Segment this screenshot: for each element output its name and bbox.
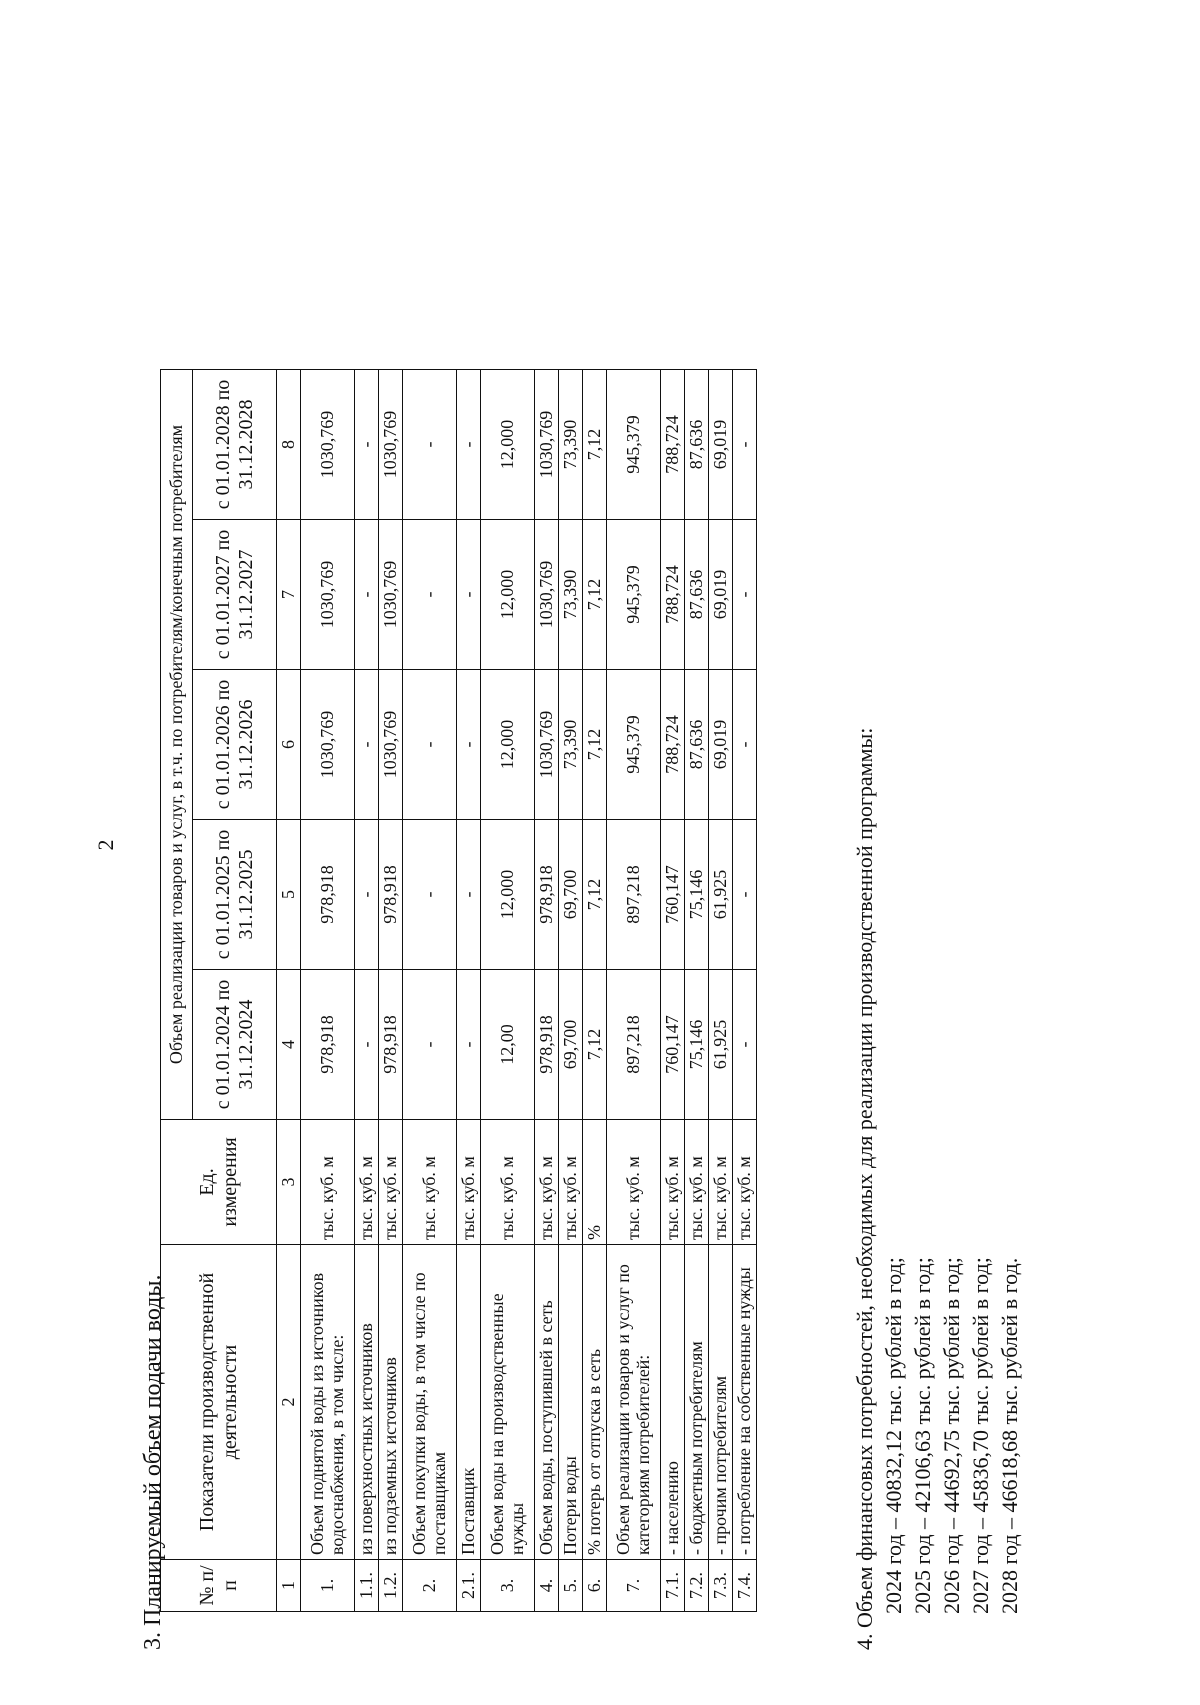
row-value: 12,00	[480, 970, 534, 1120]
row-number: 7.4.	[732, 1560, 756, 1612]
row-unit: тыс. куб. м	[684, 1120, 708, 1245]
table-row	[456, 370, 480, 1612]
page-number: 2	[93, 839, 118, 851]
row-value: 7,12	[582, 520, 606, 670]
table-row	[606, 370, 660, 1612]
row-value: -	[354, 670, 378, 820]
row-value: 75,146	[684, 970, 708, 1120]
row-value: 760,147	[660, 970, 684, 1120]
row-value: 1030,769	[534, 520, 558, 670]
row-number: 2.	[402, 1560, 456, 1612]
row-indicator-name: Объем воды, поступившей в сеть	[534, 1245, 558, 1560]
column-number: 4	[277, 970, 301, 1120]
header-period-2025: с 01.01.2025 по 31.12.2025	[193, 820, 277, 970]
row-value: 760,147	[660, 820, 684, 970]
row-indicator-name: - потребление на собственные нужды	[732, 1245, 756, 1560]
row-value: 87,636	[684, 370, 708, 520]
row-value: -	[354, 370, 378, 520]
table-row	[732, 370, 756, 1612]
row-value: 788,724	[660, 520, 684, 670]
column-number: 5	[277, 820, 301, 970]
row-number: 4.	[534, 1560, 558, 1612]
row-number: 2.1.	[456, 1560, 480, 1612]
row-value: 978,918	[300, 820, 354, 970]
column-number: 7	[277, 520, 301, 670]
row-value: -	[354, 970, 378, 1120]
section-3-title: 3. Планируемый объем подачи воды.	[140, 1274, 166, 1650]
row-number: 5.	[558, 1560, 582, 1612]
header-indicator: Показатели производственной деятельности	[161, 1245, 277, 1560]
row-value: 69,019	[708, 670, 732, 820]
row-value: 12,000	[480, 520, 534, 670]
row-value: 7,12	[582, 970, 606, 1120]
row-value: 978,918	[378, 820, 402, 970]
row-indicator-name: из поверхностных источников	[354, 1245, 378, 1560]
row-unit: тыс. куб. м	[558, 1120, 582, 1245]
row-number: 3.	[480, 1560, 534, 1612]
row-value: 945,379	[606, 520, 660, 670]
header-period-2027: с 01.01.2027 по 31.12.2027	[193, 520, 277, 670]
table-row	[480, 370, 534, 1612]
column-numbering-row	[277, 370, 301, 1612]
row-value: 978,918	[300, 970, 354, 1120]
row-indicator-name: Объем реализации товаров и услуг по категориям потребителей:	[606, 1245, 660, 1560]
finance-line: 2025 год – 42106,63 тыс. рублей в год;	[910, 1257, 936, 1614]
row-value: 1030,769	[300, 670, 354, 820]
row-value: 12,000	[480, 820, 534, 970]
row-value: 7,12	[582, 820, 606, 970]
row-value: -	[456, 820, 480, 970]
row-number: 1.	[300, 1560, 354, 1612]
row-value: -	[732, 970, 756, 1120]
row-value: 1030,769	[378, 520, 402, 670]
row-unit: тыс. куб. м	[606, 1120, 660, 1245]
row-value: -	[354, 820, 378, 970]
row-number: 1.2.	[378, 1560, 402, 1612]
row-value: 1030,769	[378, 670, 402, 820]
row-number: 7.3.	[708, 1560, 732, 1612]
row-number: 7.1.	[660, 1560, 684, 1612]
water-supply-table	[160, 369, 757, 1612]
row-value: 69,700	[558, 820, 582, 970]
row-value: 73,390	[558, 520, 582, 670]
row-unit: тыс. куб. м	[732, 1120, 756, 1245]
row-value: 1030,769	[378, 370, 402, 520]
row-value: 69,019	[708, 520, 732, 670]
row-indicator-name: % потерь от отпуска в сеть	[582, 1245, 606, 1560]
row-value: 61,925	[708, 970, 732, 1120]
row-value: -	[456, 370, 480, 520]
column-number: 1	[277, 1560, 301, 1612]
row-value: 75,146	[684, 820, 708, 970]
row-value: 897,218	[606, 970, 660, 1120]
row-unit: тыс. куб. м	[708, 1120, 732, 1245]
row-unit: тыс. куб. м	[402, 1120, 456, 1245]
table-row	[558, 370, 582, 1612]
header-volume-group: Объем реализации товаров и услуг, в т.ч. по потребителям/конечным потребителям	[161, 370, 193, 1120]
row-value: 978,918	[534, 970, 558, 1120]
row-unit: тыс. куб. м	[480, 1120, 534, 1245]
row-value: -	[456, 520, 480, 670]
table-row	[354, 370, 378, 1612]
row-value: 73,390	[558, 670, 582, 820]
row-value: 1030,769	[300, 370, 354, 520]
row-value: 69,019	[708, 370, 732, 520]
row-value: -	[732, 820, 756, 970]
row-number: 6.	[582, 1560, 606, 1612]
row-value: 69,700	[558, 970, 582, 1120]
row-unit: тыс. куб. м	[378, 1120, 402, 1245]
header-period-2026: с 01.01.2026 по 31.12.2026	[193, 670, 277, 820]
row-value: 61,925	[708, 820, 732, 970]
row-value: 978,918	[378, 970, 402, 1120]
row-value: -	[402, 970, 456, 1120]
row-value: -	[354, 520, 378, 670]
row-value: 7,12	[582, 370, 606, 520]
row-indicator-name: из подземных источников	[378, 1245, 402, 1560]
row-value: -	[402, 820, 456, 970]
row-value: 12,000	[480, 670, 534, 820]
column-number: 3	[277, 1120, 301, 1245]
finance-line: 2028 год – 46618,68 тыс. рублей в год.	[997, 1257, 1023, 1614]
row-value: -	[732, 520, 756, 670]
row-value: 87,636	[684, 670, 708, 820]
finance-line: 2024 год – 40832,12 тыс. рублей в год;	[881, 1257, 907, 1614]
row-indicator-name: Потери воды	[558, 1245, 582, 1560]
row-unit: тыс. куб. м	[300, 1120, 354, 1245]
row-value: 1030,769	[300, 520, 354, 670]
row-value: 87,636	[684, 520, 708, 670]
row-value: 1030,769	[534, 370, 558, 520]
table-row	[582, 370, 606, 1612]
row-indicator-name: Поставщик	[456, 1245, 480, 1560]
row-value: 788,724	[660, 670, 684, 820]
table-row	[684, 370, 708, 1612]
row-value: -	[732, 370, 756, 520]
row-unit: тыс. куб. м	[660, 1120, 684, 1245]
finance-line: 2027 год – 45836,70 тыс. рублей в год;	[968, 1257, 994, 1614]
row-value: 978,918	[534, 820, 558, 970]
row-number: 1.1.	[354, 1560, 378, 1612]
header-no: № п/п	[161, 1560, 277, 1612]
row-value: 788,724	[660, 370, 684, 520]
row-number: 7.2.	[684, 1560, 708, 1612]
row-indicator-name: - прочим потребителям	[708, 1245, 732, 1560]
table-row	[660, 370, 684, 1612]
row-unit: %	[582, 1120, 606, 1245]
row-value: -	[402, 370, 456, 520]
row-indicator-name: Объем воды на производственные нужды	[480, 1245, 534, 1560]
row-indicator-name: - населению	[660, 1245, 684, 1560]
row-value: -	[402, 520, 456, 670]
row-value: 945,379	[606, 670, 660, 820]
row-value: -	[402, 670, 456, 820]
section-4-title: 4. Объем финансовых потребностей, необходимых для реализации производственной программы:	[852, 727, 877, 1650]
table-row	[378, 370, 402, 1612]
header-unit: Ед. измерения	[161, 1120, 277, 1245]
column-number: 8	[277, 370, 301, 520]
row-value: -	[456, 670, 480, 820]
row-value: 1030,769	[534, 670, 558, 820]
row-value: 12,000	[480, 370, 534, 520]
table-row	[534, 370, 558, 1612]
finance-line: 2026 год – 44692,75 тыс. рублей в год;	[939, 1257, 965, 1614]
row-indicator-name: Объем покупки воды, в том числе по поставщикам	[402, 1245, 456, 1560]
column-number: 6	[277, 670, 301, 820]
rotated-document-sheet	[140, 50, 1090, 1650]
row-indicator-name: Объем поднятой воды из источников водоснабжения, в том числе:	[300, 1245, 354, 1560]
row-value: 897,218	[606, 820, 660, 970]
row-value: 945,379	[606, 370, 660, 520]
row-unit: тыс. куб. м	[456, 1120, 480, 1245]
row-value: -	[456, 970, 480, 1120]
header-period-2024: с 01.01.2024 по 31.12.2024	[193, 970, 277, 1120]
row-value: 73,390	[558, 370, 582, 520]
row-unit: тыс. куб. м	[354, 1120, 378, 1245]
row-number: 7.	[606, 1560, 660, 1612]
table-row	[300, 370, 354, 1612]
section-4-financial-needs	[850, 728, 1024, 1650]
row-value: 7,12	[582, 670, 606, 820]
table-row	[708, 370, 732, 1612]
row-unit: тыс. куб. м	[534, 1120, 558, 1245]
header-period-2028: с 01.01.2028 по 31.12.2028	[193, 370, 277, 520]
row-indicator-name: - бюджетным потребителям	[684, 1245, 708, 1560]
column-number: 2	[277, 1245, 301, 1560]
table-row	[402, 370, 456, 1612]
row-value: -	[732, 670, 756, 820]
